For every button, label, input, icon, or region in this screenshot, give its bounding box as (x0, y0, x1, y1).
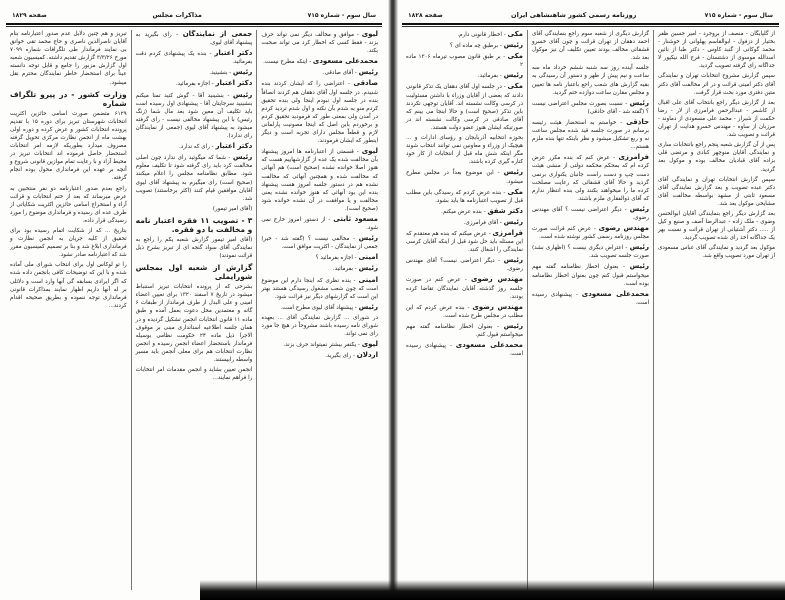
section-title: مذاکرات مجلس (152, 11, 202, 19)
text-paragraph: ۶۱۲۹ متضمن صورت اسامی حائزین اکثریت انتخابات شهرستان تبریز برای دوره ۱۵ با تقدیم پرونده انتخابات کشور و عرض کرده و دوره اولی بهشت ماه از انجمن نظارت مرکزی تحویل گرفته مصروف میدارد بطوریکه لازمه امر انتخابات استحضار حاصل فرموده اند انتخابات تبریز در محیط آزاد و با رعایت تمام موازین قانونی شروع و آنچه بر عهده این فرمانداری محول بوده انجام گرفته. (9, 110, 127, 182)
page-header (6, 8, 382, 22)
right-page (392, 0, 785, 600)
column (402, 30, 527, 590)
speech-paragraph (532, 243, 649, 260)
speech-text: در جلسه اول آقای دهقان یک تذکر قانونی دادند که بعضی از آقایان وزراء با داشتن مسئولیت در کرسی وکالت نشسته اند. آقایان توجهی نکردند باین تذکر (صحیح است) و حالا اینجا می بینم که آقای صادقی در کرسی وکالت نشسته اند در صورتیکه ایشان هنوز عضو دولت هستند. (406, 84, 523, 131)
speaker-separator: - (353, 149, 362, 156)
speech-paragraph (261, 264, 378, 273)
speaker-name: مکی (507, 30, 523, 38)
speech-text: بنشینید آقا - گوش کنید تمنا میکنم بنشینید سرجایتان آقا - پیشنهادی اول رسیده است باید تکلیف آن معین شود بعد مال شما (زنگ رئیس) با این پیشنهاد مخالفی نیست - رای گرفته میشود به پیشنهاد آقای لیوی (جمعی از نمایندگان رای ندارد). (135, 92, 253, 140)
speaker-separator: - (354, 32, 362, 38)
speech-text: شما که میگوئید رای ندارد چون اصلی مخالفت کرد باید رای گرفته شود تا تکلیف معلوم شود. مطابق نظامنامه مجلس را اعلام میکنند (صحیح است) رای میگیرم به پیشنهاد آقای لیوی آقایان موافقین قیام کنند (اکثر برخاستند) تصویب شد. (135, 155, 253, 202)
page-header (402, 8, 779, 22)
speaker-name: رئیس (358, 302, 378, 311)
text-paragraph: سپس گزارش انتخابات تهران و نمایندگی آقای دکتر عبده تصویب و بعد گزارش نمایندگی آقای مسعود ثابتی از مشهد بواسطه مخالفت آقای مشایخی موکول بعد شد. (658, 176, 775, 207)
scan-bottom-shadow (200, 580, 785, 600)
speech-paragraph (406, 188, 523, 205)
speech-paragraph (261, 57, 378, 66)
speech-paragraph (136, 153, 253, 203)
speech-text: یکنفر بیشتر نمیتواند حرف بزند. (283, 342, 357, 349)
speaker-separator: - (591, 226, 599, 233)
speech-text: عرض کنم که بنده مکرر عرض کرده ام که بمحکم محکمه دولتی از منشی هیئت دست چپ و دست راست جانبان یکنواری برنمی گردید و حالا آقای قشقائی که رعایت مصلحت کرده ما را میخواهند بکنند ولی بنده انتظار ندارم که آقای ذوالفقاری ملزم باشند. (532, 155, 649, 202)
speaker-name: لیوی (361, 147, 378, 156)
speech-text: مخالفی نیست ؟ (گفته شد - خیر) جمعی از نمایندگان - اکثریت موافق است. (261, 236, 378, 251)
speaker-name: محمدعلی مسعودی (312, 57, 378, 66)
column (256, 30, 382, 590)
speech-text: عرض کنم در صورت جلسه روز گذشته آقایان نمایندگان تقاضا کرده بودند. (406, 277, 523, 300)
speaker-separator: - (209, 144, 216, 151)
speaker-name: رئیس (358, 234, 378, 243)
speech-text: اینکه مطرح نیست. (263, 59, 308, 66)
speech-text: اجازه بفرمائید. (175, 81, 210, 88)
speech-paragraph (136, 142, 253, 151)
speech-paragraph (406, 82, 523, 132)
speaker-separator: - (492, 323, 504, 330)
speech-text: قسمتی از اعتبارنامه ها امروز پیشنهاد بآن مخالفت شده یک عده از گزارشهاییم هست که هنوز اصلا خوانده نشده (صحیح است) هم آنهائی که مخالفت شده و همچنین آنهائی که مخالفت نشده هم در دستور جلسه امروز هست پیشنهاد بنده این بود آنهائی که هنوز خوانده نشده یعنی مخالفت و یا موافقت در آن نشده خوانده شود (صحیح است). (261, 149, 378, 212)
speech-paragraph (406, 207, 523, 216)
page-columns (6, 30, 382, 590)
speech-paragraph (406, 275, 523, 300)
text-paragraph: را تو لوکاس اول برای انتخاب شورای ملی آماده شده و با این که توضیحات کافی بانجمن داده شده که اگر ایرادی بسابقه گی آنها وارد است و دلائلی بر له آنها داریم اظهار نمایند بمذاکرات قانونی فرمانداری توجه ننموده و بطریق صحیحه اقدام کردند... (9, 262, 127, 309)
speaker-separator: - (623, 245, 630, 252)
speech-paragraph (136, 49, 253, 66)
speaker-name: رئیس (503, 217, 523, 226)
speaker-name: رئیس (503, 256, 523, 265)
speech-paragraph (136, 91, 253, 141)
speech-paragraph (406, 229, 523, 254)
speaker-name: رئیس (629, 262, 650, 271)
speaker-separator: - (352, 255, 359, 262)
text-paragraph: (آقای امیر تیمور گزارش شعبه یکم را راجع به نمایندگی آقای سواد گنجه ای از تبریز بشرح ذیل قرائت نمودند) (135, 236, 253, 260)
speech-text: عرض کنم قرائت صورت مجلس روزنامه رسمی کشور نوشته شده است. (532, 226, 649, 241)
speech-text: نسبت بصورت مجلس اعتراضی نیست ؟ (گفته شد - آقای حاذقی) (532, 100, 649, 115)
speaker-name: دکتر اعتبار (215, 79, 253, 88)
speech-paragraph (406, 322, 523, 339)
column (131, 30, 257, 590)
speaker-name: محمدعلی مسعودی (581, 289, 650, 298)
speaker-name: مکی (507, 52, 523, 61)
speech-text: آقای فرامرزی. (463, 219, 498, 226)
text-paragraph: بشرحی که از پرونده انتخابات تبریز استنباط میشود در تاریخ ۷ اسفند ۱۳۲۰ برای تعیین اعضاء امینی و علی البدل از طرف فرماندار از طبقات ۶ گانه و معتمدین محل دعوت بعمل آمده و طبق ماده ۱۱ قانون انتخابات انجمن تشکیل گردیده و در همان جلسه اطلاعیه استانداری مبنی بر موقوف الاجرا ذیل ماده ۲۴ حکومت نظامی بوسیله فرماندار باستحضار اعضاء انجمن رسیده و انجمن نظارت انتخابات هم برای معلی آنجمن باید مسیر واسطه رابیستند. (135, 284, 253, 363)
speech-paragraph (261, 234, 378, 251)
speech-paragraph (261, 215, 378, 232)
speaker-separator: - (350, 277, 359, 284)
page-number: صفحه ۱۸۲۸ (408, 11, 443, 19)
speaker-separator: - (353, 70, 359, 77)
speaker-separator: - (494, 258, 504, 265)
speaker-name: لیوی (361, 30, 379, 38)
header-rule-thin (402, 26, 779, 27)
speaker-name: صادقی (353, 79, 379, 88)
speaker-separator: - (353, 304, 359, 311)
speech-paragraph (532, 205, 649, 222)
speaker-separator: - (481, 208, 488, 215)
speech-paragraph (406, 52, 523, 69)
speech-text: رای که ندارد. (179, 144, 210, 151)
speaker-name: مسعود ثابتی (333, 214, 379, 223)
text-paragraph: در شورای ... گزارش نمایندگی آقای ... بعهده شورای نامه رسیده باشند مشروحاً در هیچ جا مورد رای نمی تواند. (261, 314, 378, 338)
speaker-separator: - (609, 155, 619, 162)
speaker-separator: - (349, 236, 359, 243)
text-paragraph: بعد گزارش دیگر راجع بنمایندگی آقایان ابوالحسن وضوی - ملک زاده - عبدالرضا آصف و صنیع و کیل از ..... دکتر آشتیانی از تهران قرائت و نسبت بهر یک جداگانه اخذ رای شده تصویب گردید. (658, 210, 775, 242)
speaker-name: محمدعلی مسعودی (455, 341, 524, 350)
speech-paragraph (261, 303, 378, 312)
speaker-separator: - (500, 54, 508, 61)
page-columns (402, 30, 779, 590)
speaker-separator: - (618, 264, 630, 271)
speaker-name: دکتر شفق (487, 206, 523, 215)
speaker-name: لیوی (361, 340, 378, 349)
speaker-separator: - (353, 266, 359, 273)
speech-text: پیشنهادی رسیده است. (532, 291, 649, 306)
speaker-separator: - (464, 304, 473, 311)
speaker-separator: - (621, 206, 630, 213)
speaker-name: مکی (507, 82, 523, 91)
speaker-separator: - (501, 84, 508, 91)
speaker-name: فرامرزی (492, 228, 523, 237)
speaker-separator: - (498, 43, 504, 50)
text-paragraph: از گلپایگان - منصف از بروجرد - امیر حسین ظفر بختیار از دزفول - ابوالقاسم پهلوانی از خوشنار - محمد گوکانی از گنبد کاوس - دکتر طبا از نائین اسدالله موسوی از دشتستان - فرج الله نیکپور لا جداگانه رای گرفته تصویب گردید. (658, 31, 775, 70)
text-paragraph: بحوزه انتخابیه آذربایجان و رؤسای ادارات و ... هیچیک از وزراء و معاونین نمی توانند انتخاب شوند مگر اینکه شش ماه قبل از انتخابات از کار خود کناره گیری کرده باشند. (406, 135, 523, 166)
speech-paragraph (406, 168, 523, 185)
header-rule (402, 23, 779, 25)
newspaper-title: روزنامه رسمی کشور شاهنشاهی ایران (511, 11, 637, 19)
speech-paragraph (532, 262, 649, 287)
speaker-separator: - (356, 342, 362, 349)
speech-paragraph (261, 340, 378, 349)
speech-text: این موضوع بعداً در مجلس مطرح میشود. (406, 170, 523, 185)
speaker-name: رئیس (503, 71, 523, 80)
speaker-separator: - (498, 219, 504, 226)
speaker-separator: - (616, 119, 627, 126)
speaker-name: رئیس (232, 90, 253, 99)
text-paragraph: انجمن تعیین بشاید و انجمن مقدمات امر انتخابات را فراهم نمایند... (135, 367, 253, 382)
column (653, 30, 779, 590)
speech-text: خواستم به استحضار هیئت رئیسه برسانم در صورت جلسه قید شده مجلس ساعت نه و ربع تشکیل میشود و نظر باینکه تنها بنده ملزم هستم... (532, 119, 649, 151)
speaker-separator: - (171, 32, 183, 38)
speech-text: عرض میکنم که بنده هم معتقدم که این مسئله باید حل شود قبل از اینکه آقایان کرسی نمایندگی را اشغال کنند. (406, 230, 523, 254)
speech-text: دیگر اعتراضی نیست ؟ آقای مهندس رضوی. (532, 206, 649, 221)
column (527, 30, 653, 590)
speech-paragraph (406, 218, 523, 227)
speaker-name: امینی (358, 275, 379, 284)
speech-text: اجازه بفرمائید ؟ (315, 255, 353, 262)
speech-paragraph (261, 351, 378, 360)
speech-paragraph (261, 253, 378, 262)
speech-paragraph (406, 71, 523, 80)
speaker-name: رئیس (503, 168, 524, 177)
speaker-name: مهندس رضوی (598, 224, 649, 233)
speaker-name: اردلان (356, 351, 378, 360)
speech-text: بنده عرض میکنم. (441, 208, 482, 215)
speech-paragraph (406, 256, 523, 273)
speaker-separator: - (206, 51, 215, 58)
speaker-separator: - (445, 343, 456, 350)
speaker-separator: - (501, 189, 508, 196)
speaker-name: جمعی از نمایندگان (182, 30, 253, 38)
page-number: صفحه ۱۸۲۹ (12, 11, 47, 19)
speech-text: اعتراضی را که ایشان کردند بنده شنیدم. در جلسه اول آقای دهقان هم کردند انصافاً بنده در جلسه اول نبودم اینجا ولی بنده تحقیق کردم منو به شدم بآن نکته و اول شدم تردید کردم در آمدن ولی بمعنی طور که فرمودید تحقیق کردم و برخوردم باین اصل که اینجا مصونیت پارلمانی لازم و قطعاً مجلس دارای تجربه است و دیگر اینطور که ایشان فرمودند. (261, 81, 378, 145)
speech-paragraph (532, 224, 649, 241)
speaker-separator: - (351, 353, 357, 360)
speech-paragraph (261, 68, 378, 77)
speaker-name: رئیس (629, 243, 650, 252)
speaker-name: رئیس (358, 264, 378, 273)
speaker-separator: - (493, 170, 504, 177)
speech-paragraph (136, 79, 253, 88)
column (6, 30, 131, 590)
speech-text: بنده نظری که اینجا دارم این موضوع است که چون شعب مشغول رسیدگی هستند بهتر این است که گزارشهای دیگر نیز قرائت شود. (261, 277, 378, 300)
speech-paragraph (406, 30, 523, 39)
speaker-name: حاذقی (626, 117, 650, 126)
speaker-separator: - (486, 230, 493, 237)
speech-text: رای بگیرید به پیشنهاد آقای لیوی. (135, 32, 253, 47)
speech-text: اعتراض دیگری نیست ؟ (اظهاری نشد) صورت جلسه تصویب شد. (532, 245, 649, 260)
speaker-name: مکی (507, 187, 523, 196)
speaker-separator: - (227, 70, 233, 77)
speaker-name: رئیس (629, 98, 649, 107)
speech-paragraph (406, 303, 523, 320)
speaker-separator: - (498, 73, 504, 80)
speech-text: از دستور امروز خارج نمی شود. (261, 216, 378, 232)
section-heading: وزارت کشور - در پیرو تلگراف شماره (9, 89, 127, 108)
speaker-name: رئیس (629, 204, 650, 213)
speech-text: بنشینید. (209, 70, 228, 77)
speech-paragraph (532, 99, 649, 116)
speech-text: بنده عرض کردم که این مطلب در مجلس طرح شده است. (406, 304, 523, 319)
speaker-name: رئیس (503, 41, 523, 50)
speaker-name: رئیس (232, 153, 253, 162)
speaker-separator: - (223, 92, 233, 99)
speech-text: بر طبق قانون مصوب تیرماه ۱۳۰۶ ماده ۲ (406, 54, 523, 69)
speaker-separator: - (622, 100, 630, 107)
speech-paragraph (261, 147, 378, 213)
text-paragraph: موکول بعد گردید و نمایندگی آقای عباس مسعودی از تهران مورد تصویب واقع شد. (658, 245, 775, 260)
speech-paragraph (261, 30, 378, 55)
speaker-separator: - (225, 155, 233, 162)
speaker-separator: - (501, 32, 508, 38)
speech-text: پیشنهاد آقای لیوی مطرح است. (280, 304, 353, 311)
text-paragraph: راجع بعدم صدور اعتبارنامه دو نفر منتخبین به عرض میرساند که بعد از ختم انتخابات و قرائت آراء و استخراج اسامی حائزین اکثریت شکایاتی از طرف عده ای رسیده و فرمانداری موضوع را مورد رسیدگی قرار داده. (9, 185, 127, 224)
section-heading: ۳ - تصویب ۱۱ فقره اعتبار نامه و مخالفت با دو فقره. (135, 215, 253, 234)
speech-text: آقای صادقی. (322, 70, 353, 77)
speech-paragraph (406, 41, 523, 50)
text-paragraph: جلسه آینده روز سه شنبه ششم خرداد ماه سه ساعت و نیم پیش از ظهر و دستور آن رسیدگی به بقیه گزارش های شعب راجع باعتبار نامه ها تعیین و مجلس مقارن ساعت دوازده ختم گردید. (532, 65, 649, 96)
speech-paragraph (532, 153, 649, 203)
speech-paragraph (532, 290, 649, 307)
speech-paragraph (261, 79, 378, 145)
speech-text: اخطار قانونی دارم. (457, 32, 502, 38)
speech-text: دیگر اعتراضی نیست؟ آقای مهندس رضوی. (406, 258, 523, 273)
speech-paragraph (136, 30, 253, 47)
binding-gutter (388, 0, 398, 600)
speech-paragraph (136, 68, 253, 77)
speech-paragraph (406, 341, 523, 358)
speaker-separator: - (307, 59, 313, 66)
issue-number: سال سوم - شماره ۷۱۵ (704, 11, 773, 19)
speaker-name: رئیس (358, 68, 378, 77)
speaker-name: مهندس رضوی (472, 302, 523, 311)
issue-number: سال سوم - شماره ۷۱۵ (307, 11, 376, 19)
speech-text: بعنوان اخطار نظامنامه گفته مهم میخواستم قبول کنم. (406, 323, 523, 338)
speaker-separator: - (571, 291, 582, 298)
text-paragraph: تبریز و هم چنین دلایل عدم صدور اعتبارنامه بنام آقایان ناصرالدین ناصری و حاج محمد تقی خوانق بی نمایند فرماندار طی تلگرافات شماره ۷۰۹۹ مورخ ۳/۳/۲۶ گزارش تقدیم داشته. کمیسیون شعبه اول گزارش مزبور را جامع و قابل توجه دانسته عیناً برای استحضار خاطر نمایندگان محترم نقل میشود. (9, 31, 127, 86)
speaker-name: رئیس (503, 321, 524, 330)
speech-text: بنده عرض کردم که رسیدگی باین مطلب قبل از تصویب اعتبارنامه ها باید بشود. (406, 189, 523, 204)
speech-text: بنده یک پیشنهادی کردم دقت بفرمائید. (135, 51, 253, 66)
speaker-name: رئیس (232, 68, 253, 77)
speech-text: برطبق چه ماده ای ؟ (449, 43, 498, 50)
header-rule-thin (6, 26, 382, 27)
speaker-separator: - (209, 81, 216, 88)
speech-text: پیشنهادی رسیده است. (406, 343, 523, 358)
speech-paragraph (532, 118, 649, 151)
speaker-separator: - (460, 277, 472, 284)
text-paragraph: گزارش دیگری از شعبه سوم راجع بنمایندگی آقای احمد دهقان از تهران قرائت و چون آقای خسرو قشقائی مخالف بودند تعیین تکلیف آن نیز موکول بعد شد. (532, 31, 649, 62)
speaker-separator: - (344, 81, 354, 88)
header-rule (6, 23, 382, 25)
text-paragraph: بتاریخ ... که از شکایت اتمام رسیده بود برای تحقیق از کلیه جریان به انجمن نظارت و فرمانداری ابلاغ شد و بنا بر تصمیم کمیسیون مقرر شد که اعتبارنامه صادر نشود. (9, 227, 127, 259)
text-paragraph: بعد از گزارش دیگر راجع بانتخاب آقای علی اقبال از کاشمر - عبدالرحمن فرامرزی از لار - رضا حکمت از شیراز - محمد علی مسعودی از دماوند - مرزبان از ساوه - مهندس خسرو هدایت از تهران قرائت و تصویب شد. (658, 99, 775, 139)
text-paragraph: (آقای امیر تیمور) (212, 205, 253, 212)
text-paragraph: سپس گزارش مشروح انتخابات تهران و نمایندگی آقای دکتر امینی قرائت و در اثر مخالفت آقای دکتر متین دفتری مورد بحث قرار گرفت. (658, 73, 775, 96)
speaker-name: امینی (358, 253, 378, 262)
speaker-separator: - (325, 216, 334, 223)
speech-text: بفرمائید. (477, 73, 498, 80)
speaker-name: مهندس رضوی (471, 275, 523, 284)
speaker-name: دکتر اعتبار (214, 49, 253, 58)
speaker-name: فرامرزی (618, 153, 649, 162)
text-paragraph: پس از آن گزارش شعبه پنجم راجع بانتخابات ساری و نمایندگی آقایان منوچهر کبادی و مرتضی قلی بزاده آقای قبادیان مخالف بوده و موکول بعد گردید. (658, 142, 775, 173)
speaker-name: دکتر اعتبار (215, 142, 253, 151)
speech-text: بعنوان اخطار نظامنامه گفته مهم میخواستم قبول کنم چون بعنوان اخطار نظامنامه بوده است. (532, 264, 649, 287)
speech-paragraph (261, 276, 378, 301)
speech-text: بفرمائید. (332, 266, 353, 273)
speech-text: رای بگیرید. (325, 353, 352, 360)
speech-text: موافق و مخالف دیگر نمی تواند حرف بزند - فقط کسی که اخطار کرد می تواند صحبت بکند. (261, 32, 378, 55)
section-heading: گزارش از شعبه اول بمجلس شورایملی (135, 263, 253, 282)
left-page (0, 0, 392, 600)
